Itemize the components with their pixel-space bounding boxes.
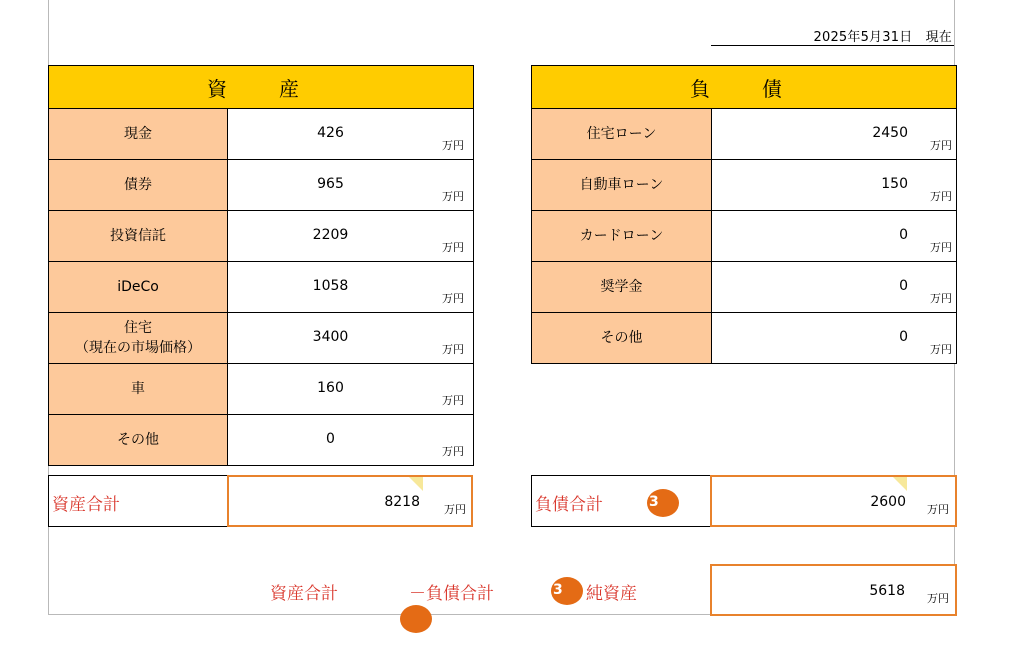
asset-value: 2209 bbox=[312, 227, 349, 243]
unit-label: 万円 bbox=[927, 503, 949, 516]
asset-total-label: 資産合計 bbox=[52, 495, 120, 515]
table-row bbox=[49, 262, 474, 313]
asset-value: 965 bbox=[317, 176, 344, 192]
liability-label[interactable]: カードローン bbox=[532, 211, 712, 262]
liability-total-value: 2600 bbox=[870, 494, 906, 510]
asset-label-housing[interactable] bbox=[49, 313, 228, 364]
marker-number: 3 bbox=[553, 582, 563, 598]
net-assets-value-cell[interactable] bbox=[710, 564, 957, 616]
table-row bbox=[532, 109, 957, 160]
asset-value: 1058 bbox=[312, 278, 349, 294]
liabilities-table bbox=[531, 65, 957, 364]
comment-indicator bbox=[893, 477, 907, 491]
net-assets-value: 5618 bbox=[869, 583, 905, 599]
marker-dot[interactable] bbox=[551, 577, 583, 605]
liability-total-label: 負債合計 bbox=[535, 495, 603, 515]
liability-value: 0 bbox=[899, 278, 908, 294]
table-row bbox=[49, 109, 474, 160]
liabilities-title: 負 債 bbox=[532, 66, 957, 109]
asset-value-cell[interactable] bbox=[228, 364, 474, 415]
unit-label: 万円 bbox=[442, 139, 464, 152]
unit-label: 万円 bbox=[930, 241, 952, 254]
table-row bbox=[532, 160, 957, 211]
liability-value-cell[interactable] bbox=[712, 160, 957, 211]
asset-value-cell[interactable] bbox=[228, 211, 474, 262]
asset-label[interactable]: 投資信託 bbox=[49, 211, 228, 262]
unit-label: 万円 bbox=[930, 292, 952, 305]
asset-label[interactable]: その他 bbox=[49, 415, 228, 466]
liability-label[interactable]: 住宅ローン bbox=[532, 109, 712, 160]
as-of-date: 2025年5月31日 現在 bbox=[813, 30, 952, 45]
liability-label[interactable]: 自動車ローン bbox=[532, 160, 712, 211]
table-row bbox=[532, 262, 957, 313]
table-row bbox=[49, 160, 474, 211]
asset-value-cell[interactable] bbox=[228, 160, 474, 211]
formula-assets-label: 資産合計 bbox=[270, 584, 338, 604]
table-row bbox=[532, 313, 957, 364]
liability-value: 0 bbox=[899, 329, 908, 345]
asset-total-value-cell[interactable] bbox=[227, 475, 473, 527]
assets-table bbox=[48, 65, 474, 466]
asset-value-cell[interactable] bbox=[228, 313, 474, 364]
liability-label[interactable]: その他 bbox=[532, 313, 712, 364]
asset-value-cell[interactable] bbox=[228, 415, 474, 466]
liability-total-value-cell[interactable] bbox=[710, 475, 957, 527]
liability-value-cell[interactable] bbox=[712, 262, 957, 313]
unit-label: 万円 bbox=[930, 139, 952, 152]
unit-label: 万円 bbox=[444, 503, 466, 516]
asset-value-cell[interactable] bbox=[228, 109, 474, 160]
asset-value: 3400 bbox=[312, 329, 349, 345]
asset-total-value: 8218 bbox=[384, 494, 420, 510]
formula-net-assets-label: 純資産 bbox=[586, 584, 637, 604]
marker-dot[interactable] bbox=[647, 489, 679, 517]
unit-label: 万円 bbox=[442, 445, 464, 458]
marker-dot[interactable] bbox=[400, 605, 432, 633]
asset-value: 0 bbox=[326, 431, 335, 447]
liability-value: 2450 bbox=[872, 125, 908, 141]
formula-minus-liabilities-label: －負債合計 bbox=[409, 584, 494, 604]
unit-label: 万円 bbox=[442, 343, 464, 356]
table-row bbox=[532, 211, 957, 262]
date-underline bbox=[711, 45, 954, 46]
liability-value-cell[interactable] bbox=[712, 313, 957, 364]
asset-value: 426 bbox=[317, 125, 344, 141]
liability-label[interactable]: 奨学金 bbox=[532, 262, 712, 313]
asset-label[interactable]: 現金 bbox=[49, 109, 228, 160]
unit-label: 万円 bbox=[442, 292, 464, 305]
liability-total-label-cell[interactable] bbox=[531, 475, 712, 527]
table-row bbox=[49, 211, 474, 262]
asset-label: 住宅 bbox=[124, 320, 152, 336]
unit-label: 万円 bbox=[442, 394, 464, 407]
table-row bbox=[49, 415, 474, 466]
asset-label[interactable]: 債券 bbox=[49, 160, 228, 211]
table-row bbox=[49, 313, 474, 364]
unit-label: 万円 bbox=[930, 343, 952, 356]
unit-label: 万円 bbox=[930, 190, 952, 203]
liability-value: 0 bbox=[899, 227, 908, 243]
asset-label-sub: （現在の市場価格） bbox=[75, 340, 201, 356]
asset-value-cell[interactable] bbox=[228, 262, 474, 313]
asset-label[interactable]: 車 bbox=[49, 364, 228, 415]
unit-label: 万円 bbox=[442, 190, 464, 203]
unit-label: 万円 bbox=[927, 592, 949, 605]
asset-total-label-cell[interactable] bbox=[48, 475, 229, 527]
comment-indicator bbox=[409, 477, 423, 491]
liability-value: 150 bbox=[881, 176, 908, 192]
unit-label: 万円 bbox=[442, 241, 464, 254]
liability-value-cell[interactable] bbox=[712, 211, 957, 262]
liability-value-cell[interactable] bbox=[712, 109, 957, 160]
asset-label[interactable]: iDeCo bbox=[49, 262, 228, 313]
asset-value: 160 bbox=[317, 380, 344, 396]
assets-title: 資 産 bbox=[49, 66, 474, 109]
table-row bbox=[49, 364, 474, 415]
marker-number: 3 bbox=[649, 494, 659, 510]
